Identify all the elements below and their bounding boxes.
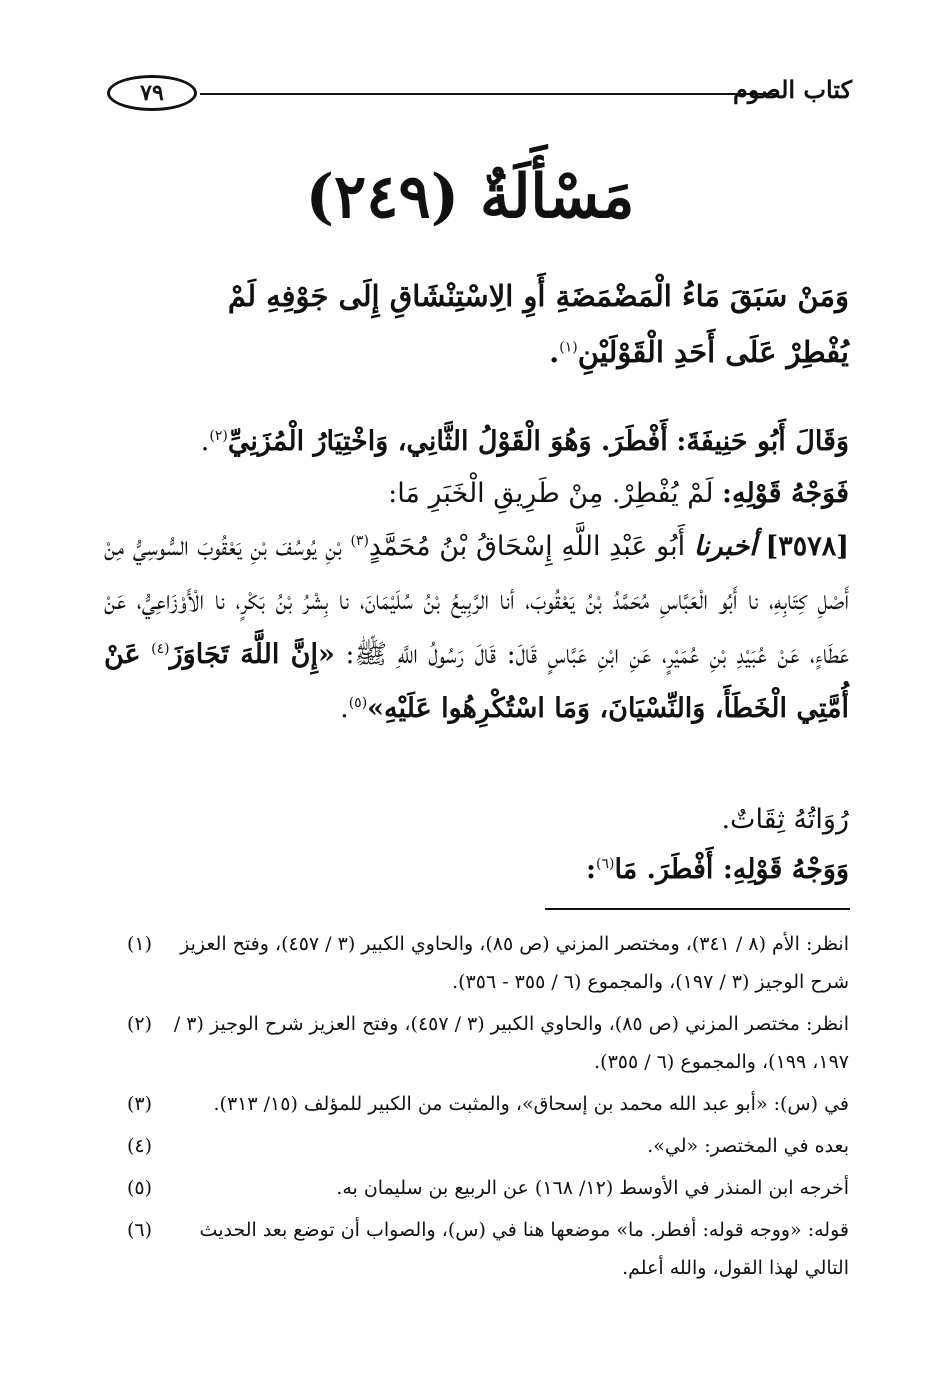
footnote-2: [104, 1005, 849, 1081]
issue-title: مَسْأَلَةٌ (٢٤٩): [305, 162, 635, 232]
hadith-akhbarana: أخبرنا: [693, 531, 757, 562]
footnotes: [104, 925, 849, 1291]
wajh-first-text: لَمْ يُفْطِرْ. مِنْ طَرِيقِ الْخَبَرِ مَا:: [388, 478, 714, 509]
abu-hanifa-text: أَفْطَرَ. وَهُوَ الْقَوْلُ الثَّانِي، وَاخْتِيَارُ الْمُزَنِيِّ: [227, 426, 668, 457]
footnote-3: [104, 1085, 849, 1123]
footnote-ref-5: (٥): [348, 695, 368, 711]
footnote-4: [104, 1127, 849, 1165]
footnote-ref-3: (٣): [350, 533, 369, 549]
hadith-paragraph: [104, 520, 849, 736]
wajh-second-paragraph: [129, 843, 849, 897]
footnote-number: (٥): [126, 1177, 152, 1199]
footnote-ref-2: (٢): [209, 428, 228, 444]
book-title: كتاب الصوم: [733, 75, 852, 104]
footnote-number: (٣): [126, 1093, 152, 1115]
footnote-text: أخرجه ابن المنذر في الأوسط (١٢/ ١٦٨) عن الربيع بن سليمان به.: [336, 1177, 849, 1199]
matn-end: .: [549, 335, 560, 369]
wajh-second-end: :: [586, 854, 596, 885]
footnote-number: (٦): [126, 1219, 152, 1241]
ruwat-line: رُوَاتُهُ ثِقَاتٌ.: [721, 804, 849, 835]
abu-hanifa-paragraph: [149, 415, 849, 469]
footnote-number: (٤): [126, 1135, 152, 1157]
footnote-text: بعده في المختصر: «لي».: [647, 1135, 849, 1157]
footnote-6: [104, 1211, 849, 1287]
wajh-first-paragraph: [149, 467, 849, 521]
header-rule: [200, 93, 778, 95]
hadith-isnad-2: بْنِ يُوسُفَ بْنِ يَعْقُوبَ السُّوسِيُّ مِنْ أَصْلِ كِتَابِهِ، نا أَبُو الْعَبَّاسِ مُحَمَّدُ بْنُ يَعْقُوبَ، أنا الرَّبِيعُ بْنُ سُلَيْمَانَ، نا بِشْرُ بْنُ بَكْرٍ، نا الْأَوْزَاعِيُّ، عَنْ عَطَاءٍ، عَنْ عُبَيْدِ بْنِ عُمَيْرٍ، عَنِ ابْنِ عَبَّاسٍ قَالَ: قَالَ رَسُولُ اللَّهِ ﷺ:: [104, 531, 849, 670]
wajh-second-lead: وَوَجْهُ قَوْلِهِ:: [722, 854, 849, 885]
page-number: [107, 75, 197, 111]
footnote-text: في (س): «أبو عبد الله محمد بن إسحاق»، والمثبت من الكبير للمؤلف (١٥/ ٣١٣).: [213, 1093, 849, 1115]
wajh-first-lead: فَوَجْهُ قَوْلِهِ:: [722, 478, 849, 509]
footnote-text: انظر: الأم (٨ / ٣٤١)، ومختصر المزني (ص ٨٥)، والحاوي الكبير (٣ / ٤٥٧)، وفتح العزيز شرح الوجيز (٣ / ١٩٧)، والمجموع (٦ / ٣٥٥ - ٣٥٦).: [180, 933, 849, 993]
footnote-number: (٢): [126, 1013, 152, 1035]
hadith-isnad-1: أَبُو عَبْدِ اللَّهِ إِسْحَاقُ بْنُ مُحَمَّدٍ: [368, 531, 686, 562]
footnote-ref-4: (٤): [151, 641, 170, 657]
wajh-second-text: أَفْطَرَ. مَا: [614, 854, 714, 885]
matn-text: وَمَنْ سَبَقَ مَاءُ الْمَضْمَضَةِ أَوِ الِاسْتِنْشَاقِ إِلَى جَوْفِهِ لَمْ يُفْطِرْ عَلَى أَحَدِ الْقَوْلَيْنِ: [227, 279, 849, 369]
footnote-1: [104, 925, 849, 1001]
hadith-number: [٣٥٧٨]: [765, 531, 850, 562]
footnote-5: [104, 1169, 849, 1207]
hadith-matn-1: «إِنَّ اللَّهَ تَجَاوَزَ: [169, 639, 335, 670]
hadith-end: .: [340, 693, 349, 724]
abu-hanifa-end: .: [200, 426, 210, 457]
footnote-rule: [545, 908, 850, 910]
hadith-matn-2: عَنْ أُمَّتِي الْخَطَأَ، وَالنِّسْيَانَ، وَمَا اسْتُكْرِهُوا عَلَيْهِ»: [104, 639, 849, 724]
abu-hanifa-lead: وَقَالَ أَبُو حَنِيفَةَ:: [676, 426, 849, 457]
footnote-number: (١): [126, 933, 152, 955]
footnote-ref-1: (١): [559, 339, 578, 356]
matn-paragraph: [159, 268, 849, 380]
footnote-text: انظر: مختصر المزني (ص ٨٥)، والحاوي الكبير (٣ / ٤٥٧)، وفتح العزيز شرح الوجيز (٣ / ١٩٧، ١٩٩)، والمجموع (٦ / ٣٥٥).: [173, 1013, 849, 1073]
page-number-text: ٧٩: [140, 80, 164, 106]
footnote-text: قوله: «ووجه قوله: أفطر. ما» موضعها هنا في (س)، والصواب أن توضع بعد الحديث التالي لهذا القول، والله أعلم.: [199, 1219, 849, 1279]
footnote-ref-6: (٦): [596, 856, 615, 872]
